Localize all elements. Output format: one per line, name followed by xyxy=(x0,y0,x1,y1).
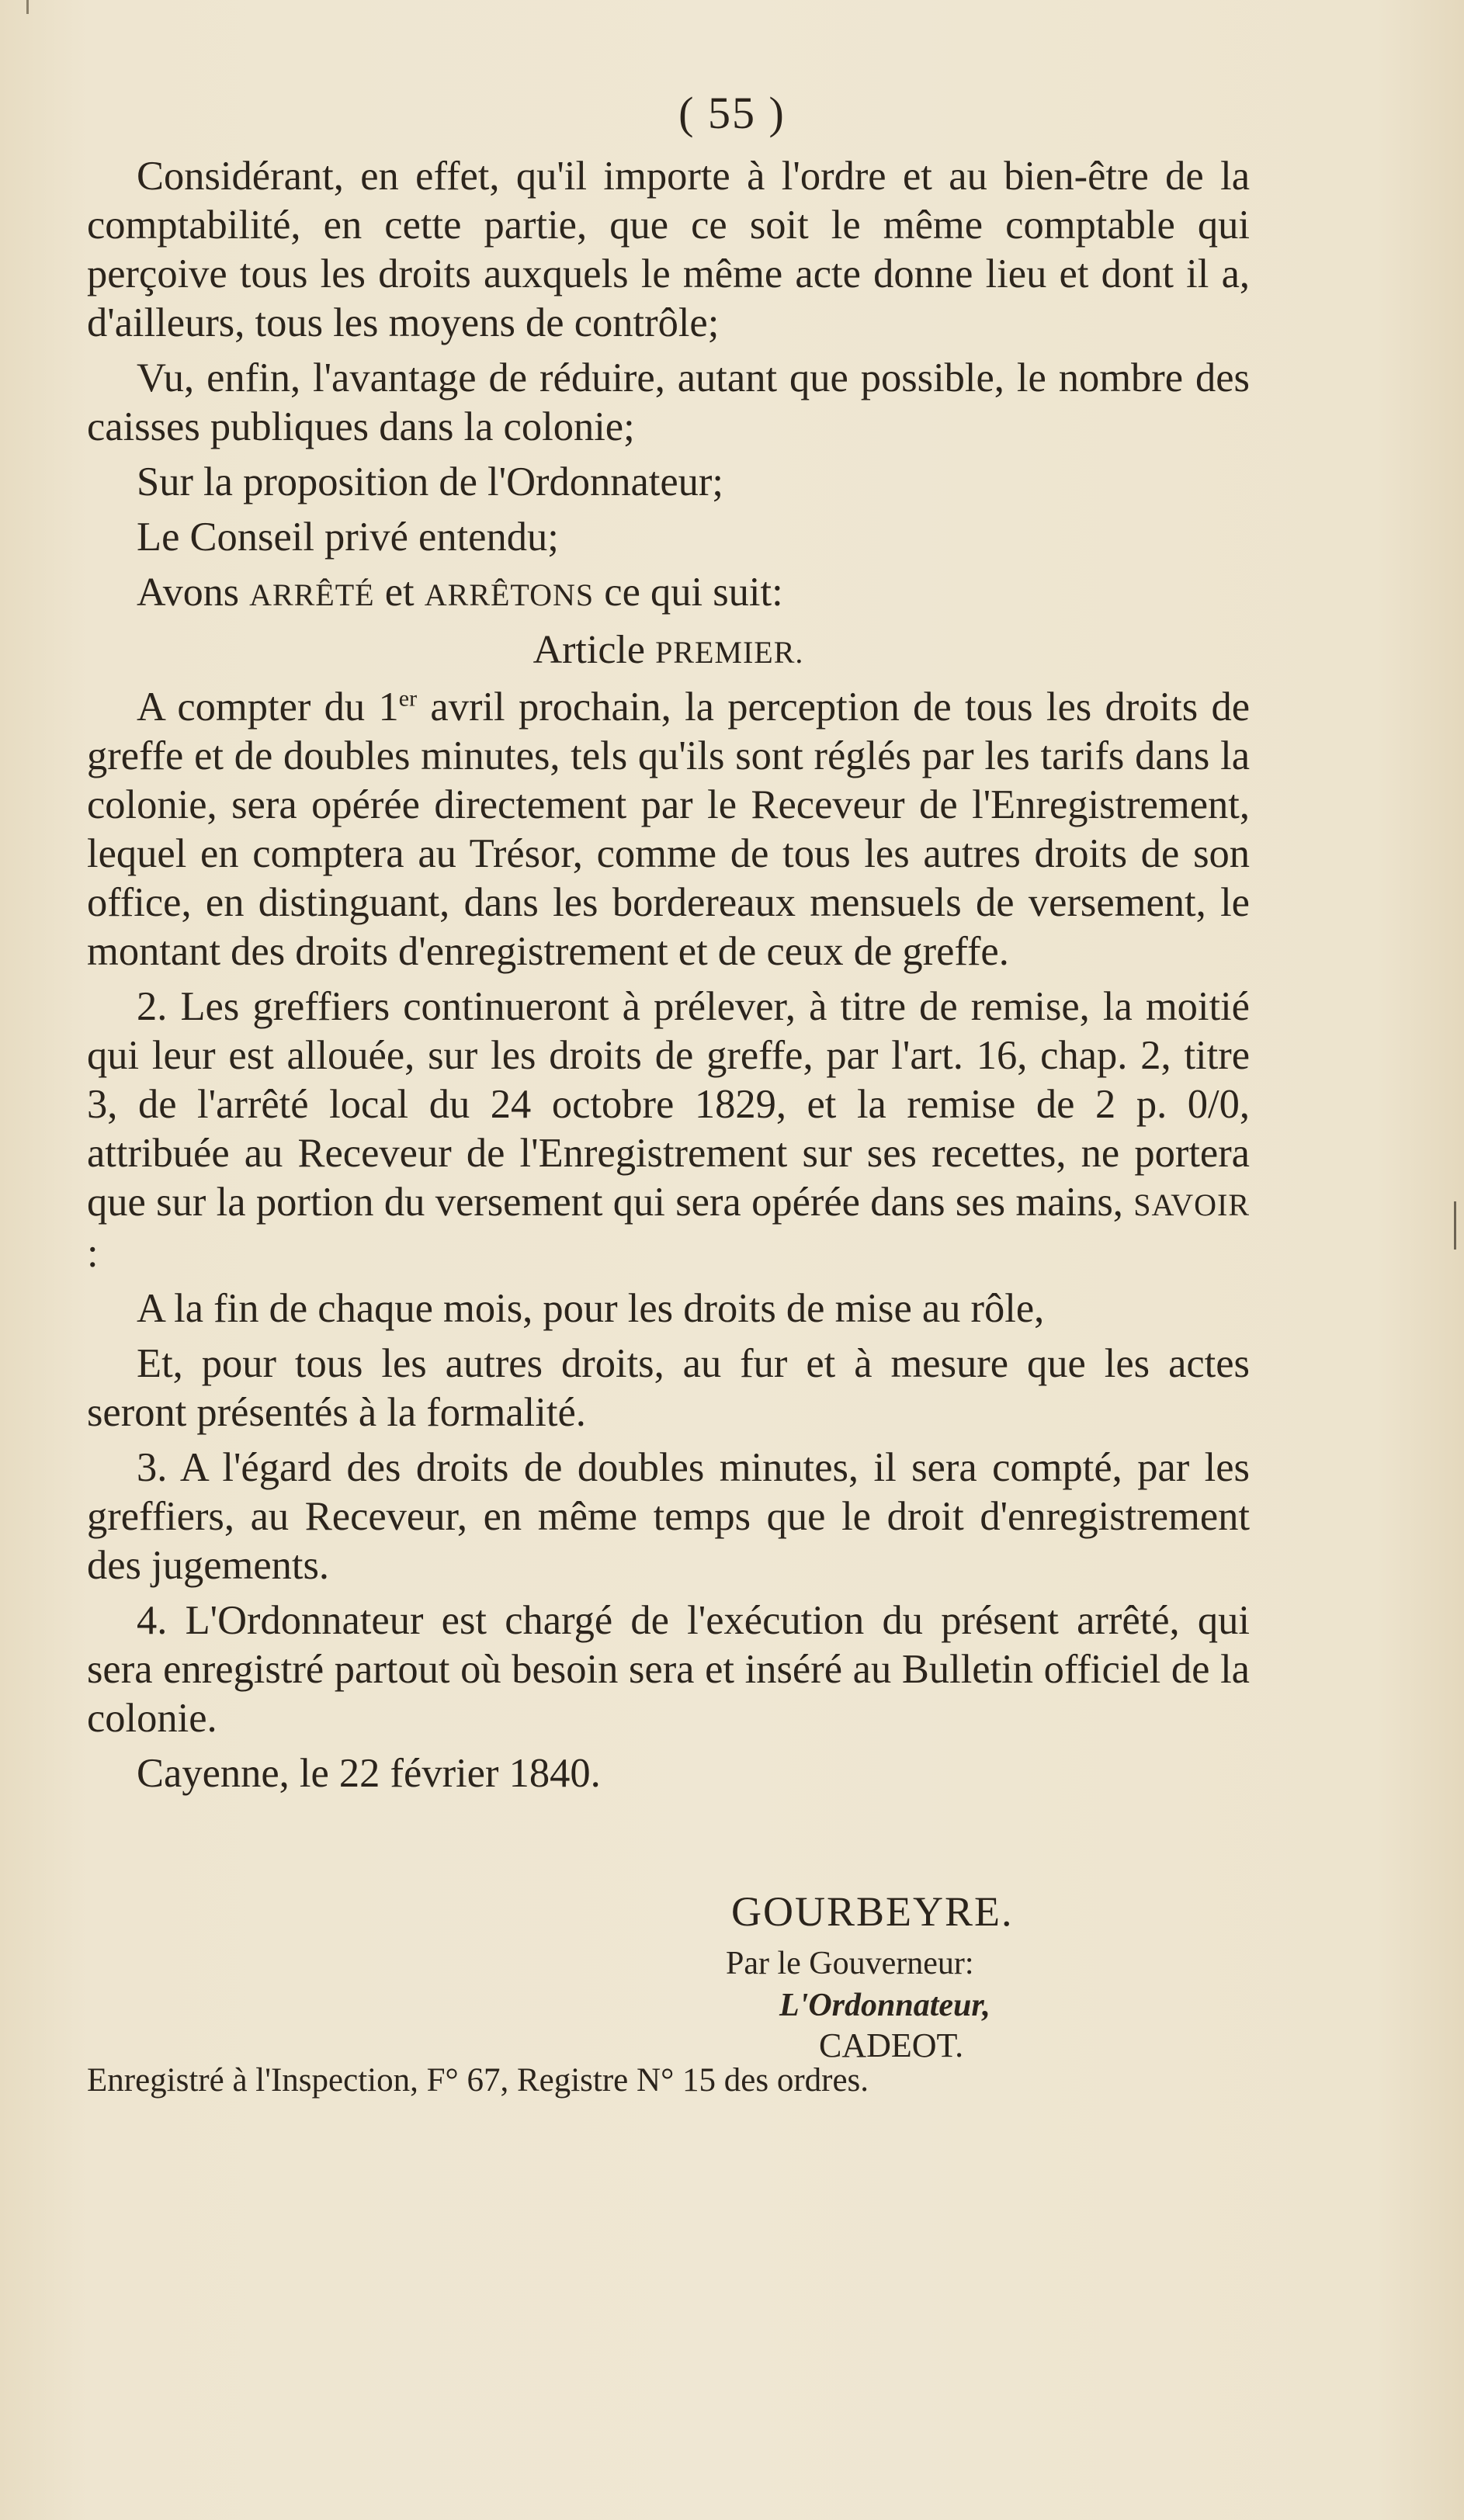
signature-ordonnateur-name: CADEOT. xyxy=(819,2026,964,2064)
premier-word: PREMIER. xyxy=(655,635,804,670)
article-2-text: 2. Les greffiers continueront à prélever, à titre de remise, la moitié qui leur est allouée, sur les droits de greffe, par l'art. 16, chap. 2, titre 3, de l'arrêté local du 24 octobre 1829, et la remise de 2 p. 0/0, attribuée au Receveur de l'Enregistrement sur ses recettes, ne portera que sur la portion du versement qui sera opérée dans ses mains, xyxy=(87,984,1250,1225)
date-line: Cayenne, le 22 février 1840. xyxy=(137,1751,601,1796)
article-4: 4. L'Ordonnateur est chargé de l'exécution du présent arrêté, qui sera enregistré partout où besoin sera et inséré au Bulletin officiel de la colonie. xyxy=(87,1598,1250,1741)
article-2-other: Et, pour tous les autres droits, au fur et à mesure que les actes seront présentés à la formalité. xyxy=(87,1341,1250,1435)
binding-mark xyxy=(26,0,29,14)
paragraph-conseil: Le Conseil privé entendu; xyxy=(137,515,559,560)
signature-ordonnateur-role: L'Ordonnateur, xyxy=(779,1988,990,2023)
article-3: 3. A l'égard des droits de doubles minutes, il sera compté, par les greffiers, au Receveur, en même temps que le droit d'enregistrement des jugements. xyxy=(87,1445,1250,1588)
article-1-rest: avril prochain, la perception de tous les droits de greffe et de doubles minutes, tels qu'ils sont réglés par les tarifs dans la colonie, sera opérée directement par le Receveur de l'Enregistrement, lequel en comptera au Trésor, comme de tous les autres droits de son office, en distinguant, dans les bordereaux mensuels de versement, le montant des droits d'enregistrement et de ceux de greffe. xyxy=(87,685,1251,974)
paragraph-considerant: Considérant, en effet, qu'il importe à l'ordre et au bien-être de la comptabilité, en cette partie, que ce soit le même comptable qui perçoive tous les droits auxquels le même acte donne lieu et dont il a, d'ailleurs, tous les moyens de contrôle; xyxy=(87,154,1250,345)
paragraph-avons-arrete xyxy=(87,568,1250,619)
avons-word: Avons xyxy=(137,570,239,615)
suit-phrase: ce qui suit: xyxy=(604,570,783,615)
et-word: et xyxy=(384,570,415,615)
article-word: Article xyxy=(533,628,645,672)
decree-body xyxy=(87,152,1250,1804)
signature-governor: GOURBEYRE. xyxy=(731,1888,1014,1935)
page-number: ( 55 ) xyxy=(678,88,786,138)
arretons-word: ARRÊTONS xyxy=(424,577,595,612)
article-heading xyxy=(87,626,1250,677)
article-1-superscript: er xyxy=(398,685,418,712)
savoir-colon: : xyxy=(87,1231,99,1276)
article-2-monthly: A la fin de chaque mois, pour les droits de mise au rôle, xyxy=(137,1286,1045,1331)
signature-par-le-gouverneur: Par le Gouverneur: xyxy=(726,1946,974,1981)
article-1-start: A compter du 1 xyxy=(137,685,399,730)
paragraph-vu: Vu, enfin, l'avantage de réduire, autant que possible, le nombre des caisses publiques dans la colonie; xyxy=(87,355,1250,449)
savoir-word: SAVOIR xyxy=(1133,1187,1251,1222)
article-2 xyxy=(87,983,1250,1278)
edge-mark xyxy=(1454,1201,1456,1250)
registration-note: Enregistré à l'Inspection, F° 67, Registre N° 15 des ordres. xyxy=(87,2062,869,2099)
paragraph-proposition: Sur la proposition de l'Ordonnateur; xyxy=(137,459,723,504)
article-1 xyxy=(87,683,1250,976)
arrete-word: ARRÊTÉ xyxy=(249,577,375,612)
